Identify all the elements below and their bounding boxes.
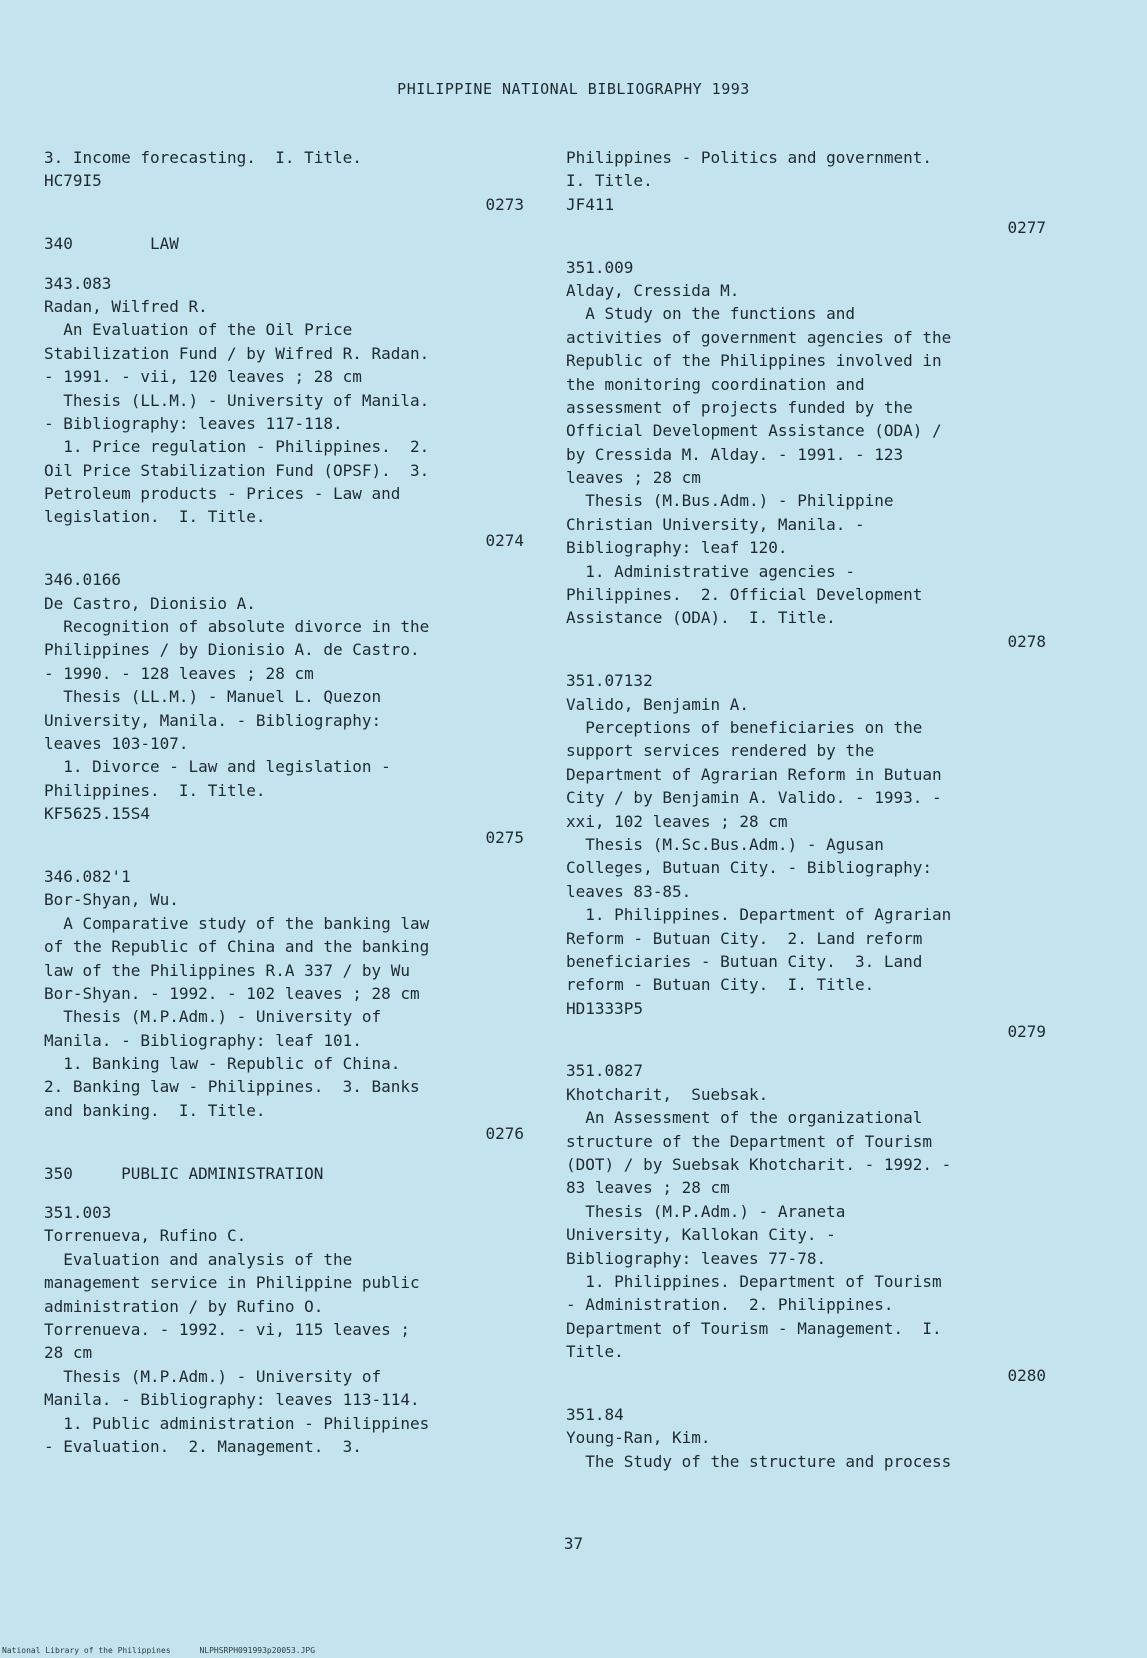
text-line: HC79I5 bbox=[44, 171, 102, 191]
text-line: of the Republic of China and the banking bbox=[44, 937, 430, 957]
text-line: 1. Divorce - Law and legislation - bbox=[44, 757, 391, 777]
text-line: 351.84 bbox=[566, 1404, 624, 1424]
text-line: Alday, Cressida M. bbox=[566, 280, 740, 300]
text-line: Bibliography: leaf 120. bbox=[566, 538, 788, 558]
entry-separator bbox=[566, 1043, 1046, 1059]
text-line: 3. Income forecasting. I. Title. bbox=[44, 148, 362, 167]
text-line: Thesis (M.P.Adm.) - University of bbox=[44, 1366, 382, 1386]
text-line: 351.0827 bbox=[566, 1061, 644, 1081]
text-line: Khotcharit, Suebsak. bbox=[566, 1084, 769, 1104]
entry-number: 0280 bbox=[1007, 1365, 1046, 1385]
text-line: 343.083 bbox=[44, 273, 112, 293]
text-line: - Evaluation. 2. Management. 3. bbox=[44, 1436, 362, 1456]
text-line: HD1333P5 bbox=[566, 998, 644, 1018]
left-column bbox=[44, 146, 524, 1458]
text-line: leaves 83-85. bbox=[566, 881, 692, 901]
text-line: JF411 bbox=[566, 194, 615, 214]
entry-separator bbox=[44, 1146, 524, 1162]
text-line: administration / by Rufino O. bbox=[44, 1296, 324, 1316]
text-line: A Study on the functions and bbox=[566, 304, 855, 324]
text-line: Department of Tourism - Management. I. bbox=[566, 1318, 942, 1338]
text-line: Torrenueva, Rufino C. bbox=[44, 1226, 247, 1246]
text-line: by Cressida M. Alday. - 1991. - 123 bbox=[566, 444, 904, 464]
text-line: 346.0166 bbox=[44, 570, 122, 590]
text-line: Bor-Shyan. - 1992. - 102 leaves ; 28 cm bbox=[44, 983, 420, 1003]
text-line: Manila. - Bibliography: leaves 113-114. bbox=[44, 1390, 420, 1410]
text-line: 2. Banking law - Philippines. 3. Banks bbox=[44, 1077, 420, 1097]
text-line: An Assessment of the organizational bbox=[566, 1108, 923, 1128]
text-line: 1. Philippines. Department of Agrarian bbox=[566, 905, 952, 925]
text-line: Reform - Butuan City. 2. Land reform bbox=[566, 928, 923, 948]
text-line: Torrenueva. - 1992. - vi, 115 leaves ; bbox=[44, 1319, 411, 1339]
text-line: Philippines / by Dionisio A. de Castro. bbox=[44, 640, 420, 660]
text-line: Thesis (M.P.Adm.) - Araneta bbox=[566, 1201, 846, 1221]
entry-separator bbox=[44, 849, 524, 865]
entry-number: 0276 bbox=[485, 1124, 524, 1144]
text-line: KF5625.15S4 bbox=[44, 804, 150, 824]
text-line: - Bibliography: leaves 117-118. bbox=[44, 413, 343, 433]
text-line: Philippines - Politics and government. bbox=[566, 148, 933, 167]
entry-separator bbox=[566, 240, 1046, 256]
text-line: Official Development Assistance (ODA) / bbox=[566, 421, 942, 441]
text-line: Petroleum products - Prices - Law and bbox=[44, 484, 401, 504]
text-line: Stabilization Fund / by Wifred R. Radan. bbox=[44, 343, 430, 363]
text-line: 83 leaves ; 28 cm bbox=[566, 1178, 730, 1198]
text-line: 28 cm bbox=[44, 1343, 93, 1363]
text-line: Thesis (M.Sc.Bus.Adm.) - Agusan bbox=[566, 834, 884, 854]
text-line: Republic of the Philippines involved in bbox=[566, 351, 942, 371]
right-column bbox=[566, 146, 1046, 1473]
text-line: A Comparative study of the banking law bbox=[44, 913, 430, 933]
entry-number: 0279 bbox=[1007, 1022, 1046, 1042]
text-line: leaves ; 28 cm bbox=[566, 468, 701, 488]
text-line: - Administration. 2. Philippines. bbox=[566, 1295, 894, 1315]
entry-number: 0274 bbox=[485, 530, 524, 550]
text-line: Bibliography: leaves 77-78. bbox=[566, 1248, 827, 1268]
text-line: Perceptions of beneficiaries on the bbox=[566, 717, 923, 737]
text-line: City / by Benjamin A. Valido. - 1993. - bbox=[566, 788, 942, 808]
text-line: management service in Philippine public bbox=[44, 1273, 420, 1293]
scan-footer: National Library of the Philippines NLPHSRPH091993p20053.JPG bbox=[2, 1646, 316, 1655]
text-line: Valido, Benjamin A. bbox=[566, 694, 750, 714]
entry-separator bbox=[44, 552, 524, 568]
entry-number: 0273 bbox=[485, 194, 524, 214]
text-line: beneficiaries - Butuan City. 3. Land bbox=[566, 951, 923, 971]
text-line: Recognition of absolute divorce in the bbox=[44, 617, 430, 637]
page-number: 37 bbox=[563, 1534, 584, 1553]
text-line: Christian University, Manila. - bbox=[566, 514, 865, 534]
text-line: Thesis (M.P.Adm.) - University of bbox=[44, 1007, 382, 1027]
text-line: 1. Banking law - Republic of China. bbox=[44, 1054, 401, 1074]
text-line: 351.003 bbox=[44, 1203, 112, 1223]
entry-separator bbox=[566, 1387, 1046, 1403]
entry-separator bbox=[566, 653, 1046, 669]
text-line: (DOT) / by Suebsak Khotcharit. - 1992. - bbox=[566, 1155, 952, 1175]
text-line: reform - Butuan City. I. Title. bbox=[566, 975, 875, 995]
entry-number: 0277 bbox=[1007, 218, 1046, 238]
text-line: Thesis (LL.M.) - University of Manila. bbox=[44, 390, 430, 410]
text-line: Department of Agrarian Reform in Butuan bbox=[566, 764, 942, 784]
entry-separator bbox=[44, 216, 524, 232]
text-line: xxi, 102 leaves ; 28 cm bbox=[566, 811, 788, 831]
entry-separator bbox=[44, 1185, 524, 1201]
text-line: I. Title. bbox=[566, 171, 653, 191]
text-line: An Evaluation of the Oil Price bbox=[44, 320, 353, 340]
text-line: Title. bbox=[566, 1342, 624, 1362]
text-line: 346.082'1 bbox=[44, 866, 131, 886]
text-line: University, Kallokan City. - bbox=[566, 1225, 836, 1245]
text-line: structure of the Department of Tourism bbox=[566, 1131, 933, 1151]
text-line: Thesis (LL.M.) - Manuel L. Quezon bbox=[44, 687, 382, 707]
text-line: Philippines. I. Title. bbox=[44, 780, 266, 800]
text-line: Radan, Wilfred R. bbox=[44, 296, 208, 316]
text-line: Oil Price Stabilization Fund (OPSF). 3. bbox=[44, 460, 430, 480]
text-line: Bor-Shyan, Wu. bbox=[44, 890, 179, 910]
text-line: 1. Price regulation - Philippines. 2. bbox=[44, 437, 430, 457]
text-line: 351.07132 bbox=[566, 671, 653, 691]
text-line: Thesis (M.Bus.Adm.) - Philippine bbox=[566, 491, 894, 511]
text-line: 340 LAW bbox=[44, 234, 179, 254]
text-line: 351.009 bbox=[566, 257, 634, 277]
text-line: support services rendered by the bbox=[566, 741, 875, 761]
text-line: the monitoring coordination and bbox=[566, 374, 865, 394]
text-line: Philippines. 2. Official Development bbox=[566, 585, 923, 605]
text-line: Manila. - Bibliography: leaf 101. bbox=[44, 1030, 362, 1050]
text-line: Assistance (ODA). I. Title. bbox=[566, 608, 836, 628]
text-line: law of the Philippines R.A 337 / by Wu bbox=[44, 960, 411, 980]
text-line: Young-Ran, Kim. bbox=[566, 1428, 711, 1448]
text-line: 1. Philippines. Department of Tourism bbox=[566, 1271, 942, 1291]
entry-number: 0278 bbox=[1007, 631, 1046, 651]
text-line: De Castro, Dionisio A. bbox=[44, 593, 256, 613]
text-line: Colleges, Butuan City. - Bibliography: bbox=[566, 858, 933, 878]
text-line: activities of government agencies of the bbox=[566, 327, 952, 347]
page-header: PHILIPPINE NATIONAL BIBLIOGRAPHY 1993 bbox=[397, 80, 750, 98]
entry-number: 0275 bbox=[485, 827, 524, 847]
text-line: and banking. I. Title. bbox=[44, 1100, 266, 1120]
entry-separator bbox=[44, 256, 524, 272]
text-line: 1. Administrative agencies - bbox=[566, 561, 855, 581]
text-line: - 1991. - vii, 120 leaves ; 28 cm bbox=[44, 367, 362, 387]
text-line: 350 PUBLIC ADMINISTRATION bbox=[44, 1163, 324, 1183]
text-line: legislation. I. Title. bbox=[44, 507, 266, 527]
text-line: Evaluation and analysis of the bbox=[44, 1249, 353, 1269]
text-line: University, Manila. - Bibliography: bbox=[44, 710, 382, 730]
text-line: 1. Public administration - Philippines bbox=[44, 1413, 430, 1433]
text-line: The Study of the structure and process bbox=[566, 1451, 952, 1471]
text-line: leaves 103-107. bbox=[44, 733, 189, 753]
text-line: - 1990. - 128 leaves ; 28 cm bbox=[44, 663, 314, 683]
text-line: assessment of projects funded by the bbox=[566, 397, 913, 417]
